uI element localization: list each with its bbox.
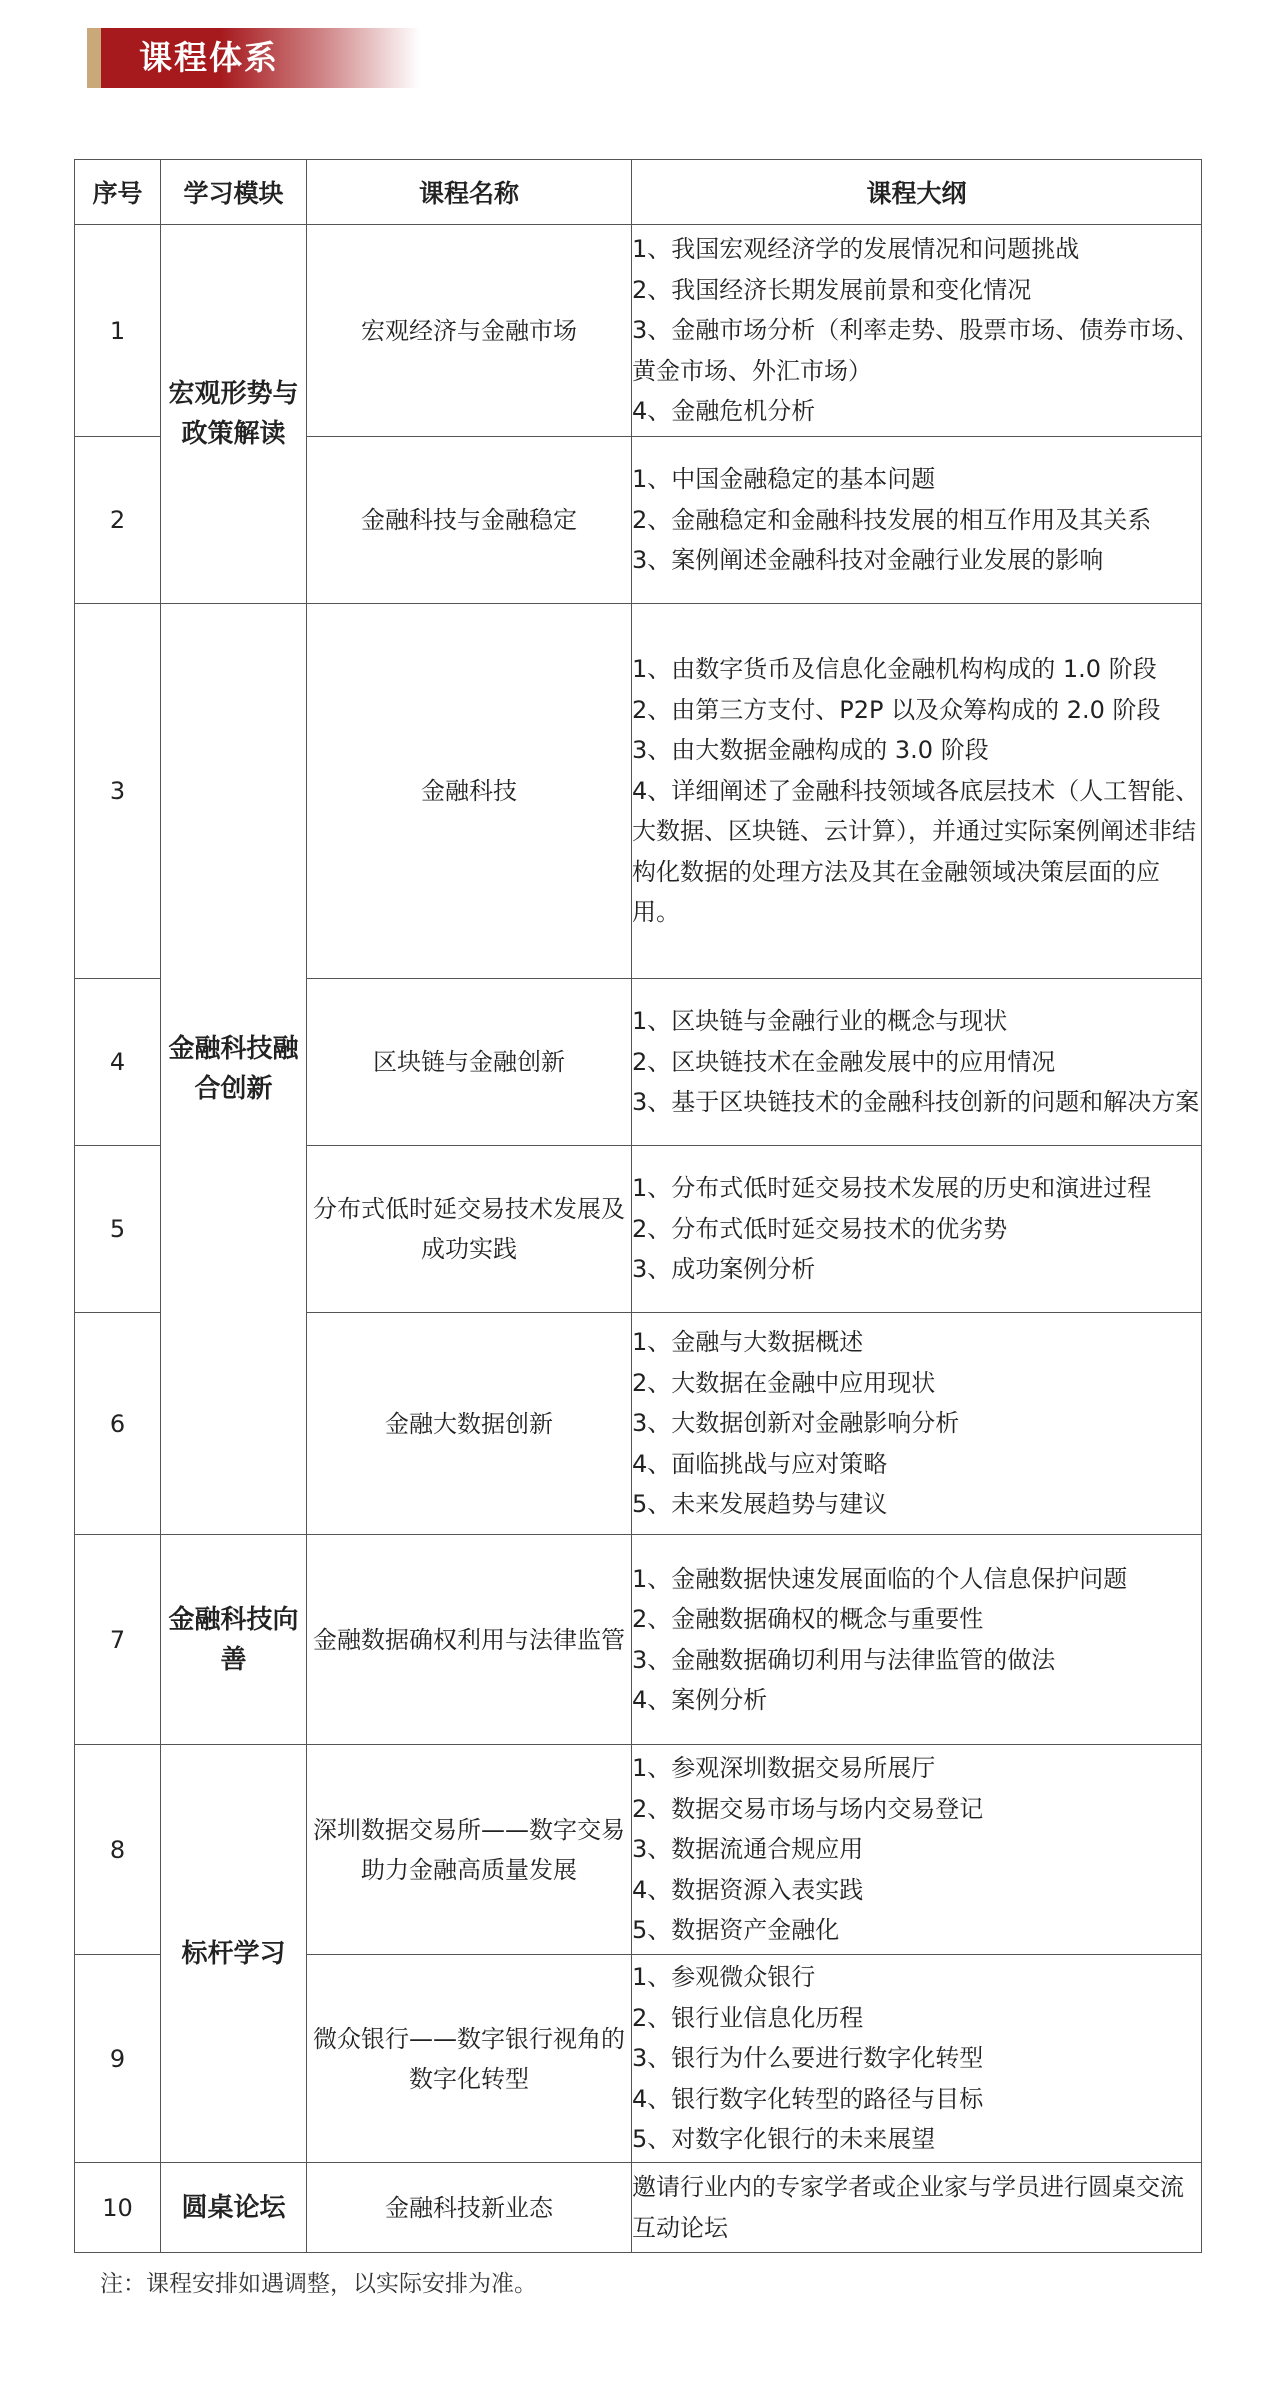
outline-item: 2、分布式低时延交易技术的优劣势 (632, 1214, 1008, 1243)
row-seq: 8 (75, 1745, 161, 1955)
outline-item: 1、参观深圳数据交易所展厅 (632, 1754, 936, 1783)
course-table (74, 159, 1202, 2253)
row-course-name: 宏观经济与金融市场 (307, 225, 632, 437)
section-title: 课程体系 (139, 38, 279, 77)
row-outline (632, 979, 1202, 1146)
row-outline (632, 437, 1202, 604)
outline-item: 3、金融数据确切利用与法律监管的做法 (632, 1645, 1056, 1674)
outline-item: 2、金融稳定和金融科技发展的相互作用及其关系 (632, 505, 1152, 534)
outline-item: 2、我国经济长期发展前景和变化情况 (632, 275, 1032, 304)
outline-item: 1、金融数据快速发展面临的个人信息保护问题 (632, 1564, 1128, 1593)
row-seq: 3 (75, 604, 161, 979)
outline-item: 邀请行业内的专家学者或企业家与学员进行圆桌交流互动论坛 (632, 2173, 1184, 2242)
outline-item: 5、未来发展趋势与建议 (632, 1490, 888, 1519)
table-row (75, 1535, 1202, 1745)
table-row (75, 1745, 1202, 1955)
outline-item: 1、分布式低时延交易技术发展的历史和演进过程 (632, 1174, 1152, 1203)
row-outline (632, 1146, 1202, 1313)
row-course-name: 区块链与金融创新 (307, 979, 632, 1146)
table-row (75, 2163, 1202, 2253)
outline-item: 1、金融与大数据概述 (632, 1328, 864, 1357)
outline-item: 4、面临挑战与应对策略 (632, 1449, 888, 1478)
row-module: 标杆学习 (161, 1745, 307, 2163)
outline-item: 1、我国宏观经济学的发展情况和问题挑战 (632, 235, 1080, 264)
outline-item: 4、银行数字化转型的路径与目标 (632, 2084, 984, 2113)
outline-item: 2、金融数据确权的概念与重要性 (632, 1605, 984, 1633)
row-outline (632, 1955, 1202, 2163)
header-module: 学习模块 (161, 160, 307, 225)
outline-item: 2、由第三方支付、P2P 以及众筹构成的 2.0 阶段 (632, 695, 1161, 724)
outline-item: 4、详细阐述了金融科技领域各底层技术（人工智能、大数据、区块链、云计算），并通过实际案例阐述非结构化数据的处理方法及其在金融领域决策层面的应用。 (632, 776, 1200, 927)
row-course-name: 金融科技与金融稳定 (307, 437, 632, 604)
header-seq: 序号 (75, 160, 161, 225)
outline-item: 4、数据资源入表实践 (632, 1875, 864, 1904)
row-course-name: 金融数据确权利用与法律监管 (307, 1535, 632, 1745)
title-accent-bar (87, 28, 101, 88)
row-seq: 5 (75, 1146, 161, 1313)
table-header-row (75, 160, 1202, 225)
section-title-banner (87, 28, 420, 88)
table-row (75, 604, 1202, 979)
row-outline (632, 2163, 1202, 2253)
row-course-name: 微众银行——数字银行视角的数字化转型 (307, 1955, 632, 2163)
outline-item: 4、案例分析 (632, 1686, 768, 1714)
outline-item: 3、案例阐述金融科技对金融行业发展的影响 (632, 546, 1104, 575)
outline-item: 2、银行业信息化历程 (632, 2003, 864, 2032)
footnote: 注：课程安排如遇调整，以实际安排为准。 (100, 2271, 537, 2297)
outline-item: 3、数据流通合规应用 (632, 1835, 864, 1864)
row-outline (632, 225, 1202, 437)
outline-item: 3、金融市场分析（利率走势、股票市场、债券市场、黄金市场、外汇市场） (632, 316, 1200, 385)
row-outline (632, 604, 1202, 979)
row-module: 圆桌论坛 (161, 2163, 307, 2253)
header-outline: 课程大纲 (632, 160, 1202, 225)
row-seq: 1 (75, 225, 161, 437)
outline-item: 1、中国金融稳定的基本问题 (632, 465, 936, 494)
row-seq: 10 (75, 2163, 161, 2253)
outline-item: 3、银行为什么要进行数字化转型 (632, 2044, 984, 2073)
header-course: 课程名称 (307, 160, 632, 225)
outline-item: 5、数据资产金融化 (632, 1916, 840, 1945)
row-course-name: 分布式低时延交易技术发展及成功实践 (307, 1146, 632, 1313)
row-course-name: 深圳数据交易所——数字交易助力金融高质量发展 (307, 1745, 632, 1955)
outline-item: 1、由数字货币及信息化金融机构构成的 1.0 阶段 (632, 655, 1157, 684)
outline-item: 2、区块链技术在金融发展中的应用情况 (632, 1047, 1056, 1076)
row-seq: 6 (75, 1313, 161, 1535)
outline-item: 1、参观微众银行 (632, 1963, 816, 1992)
row-module: 金融科技向善 (161, 1535, 307, 1745)
row-seq: 4 (75, 979, 161, 1146)
row-seq: 2 (75, 437, 161, 604)
outline-item: 4、金融危机分析 (632, 397, 816, 426)
row-course-name: 金融科技 (307, 604, 632, 979)
outline-item: 1、区块链与金融行业的概念与现状 (632, 1007, 1008, 1036)
outline-item: 3、基于区块链技术的金融科技创新的问题和解决方案 (632, 1088, 1200, 1117)
outline-item: 2、大数据在金融中应用现状 (632, 1368, 936, 1397)
outline-item: 2、数据交易市场与场内交易登记 (632, 1794, 984, 1823)
outline-item: 3、由大数据金融构成的 3.0 阶段 (632, 736, 989, 765)
row-course-name: 金融科技新业态 (307, 2163, 632, 2253)
row-outline (632, 1535, 1202, 1745)
row-module: 宏观形势与政策解读 (161, 225, 307, 604)
row-seq: 9 (75, 1955, 161, 2163)
row-outline (632, 1313, 1202, 1535)
row-module: 金融科技融合创新 (161, 604, 307, 1535)
outline-item: 5、对数字化银行的未来展望 (632, 2125, 936, 2154)
row-outline (632, 1745, 1202, 1955)
outline-item: 3、成功案例分析 (632, 1255, 816, 1284)
row-seq: 7 (75, 1535, 161, 1745)
outline-item: 3、大数据创新对金融影响分析 (632, 1409, 960, 1438)
row-course-name: 金融大数据创新 (307, 1313, 632, 1535)
table-row (75, 225, 1202, 437)
